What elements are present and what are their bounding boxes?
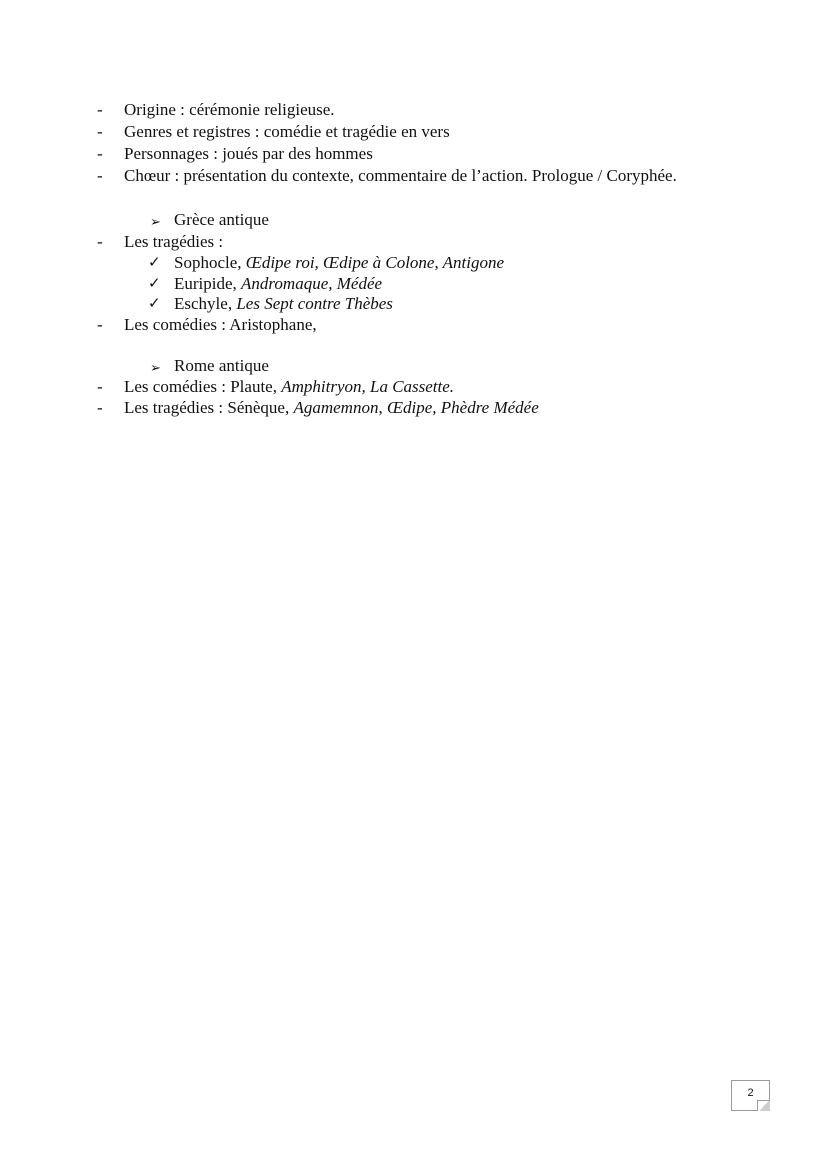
list-dash: - (97, 166, 103, 185)
tragedy-item-eschyle (174, 294, 393, 314)
list-item-origine: Origine : cérémonie religieuse. (124, 100, 335, 119)
tragedies-rome (124, 398, 539, 418)
checkmark-icon: ✓ (148, 255, 161, 271)
works-title: Andromaque, Médée (241, 274, 383, 293)
page-number-box (731, 1080, 770, 1111)
arrow-bullet-icon: ➢ (150, 214, 161, 229)
section-heading-rome: Rome antique (174, 356, 269, 375)
arrow-bullet-icon: ➢ (150, 360, 161, 375)
checkmark-icon: ✓ (148, 276, 161, 292)
checkmark-icon: ✓ (148, 296, 161, 312)
tragedies-prefix: Les tragédies : Sénèque, (124, 398, 294, 417)
works-title: Œdipe roi, Œdipe à Colone, Antigone (245, 253, 505, 272)
author-name: Euripide, (174, 274, 242, 293)
list-dash: - (97, 144, 103, 163)
list-dash: - (97, 398, 103, 417)
tragedy-item-sophocle (174, 253, 504, 273)
section-heading-grece: Grèce antique (174, 210, 269, 229)
page-number: 2 (747, 1087, 754, 1099)
comedies-rome (124, 377, 454, 397)
author-name: Eschyle, (174, 294, 237, 313)
list-dash: - (97, 377, 103, 396)
tragedies-label: Les tragédies : (124, 232, 224, 251)
list-item-genres: Genres et registres : comédie et tragédie en vers (124, 122, 450, 141)
list-dash: - (97, 315, 103, 334)
works-title: Amphitryon, La Cassette. (281, 377, 455, 396)
separator: , (378, 398, 387, 417)
tragedy-item-euripide (174, 274, 382, 294)
works-title: Les Sept contre Thèbes (236, 294, 393, 313)
author-name: Sophocle, (174, 253, 246, 272)
list-item-personnages: Personnages : joués par des hommes (124, 144, 373, 163)
list-dash: - (97, 232, 103, 251)
list-item-choeur: Chœur : présentation du contexte, commentaire de l’action. Prologue / Coryphée. (124, 166, 677, 185)
works-title: Œdipe, Phèdre Médée (386, 398, 539, 417)
list-dash: - (97, 122, 103, 141)
works-title: Agamemnon (293, 398, 379, 417)
comedies-prefix: Les comédies : Plaute, (124, 377, 282, 396)
comedies-grece: Les comédies : Aristophane, (124, 315, 317, 334)
list-dash: - (97, 100, 103, 119)
